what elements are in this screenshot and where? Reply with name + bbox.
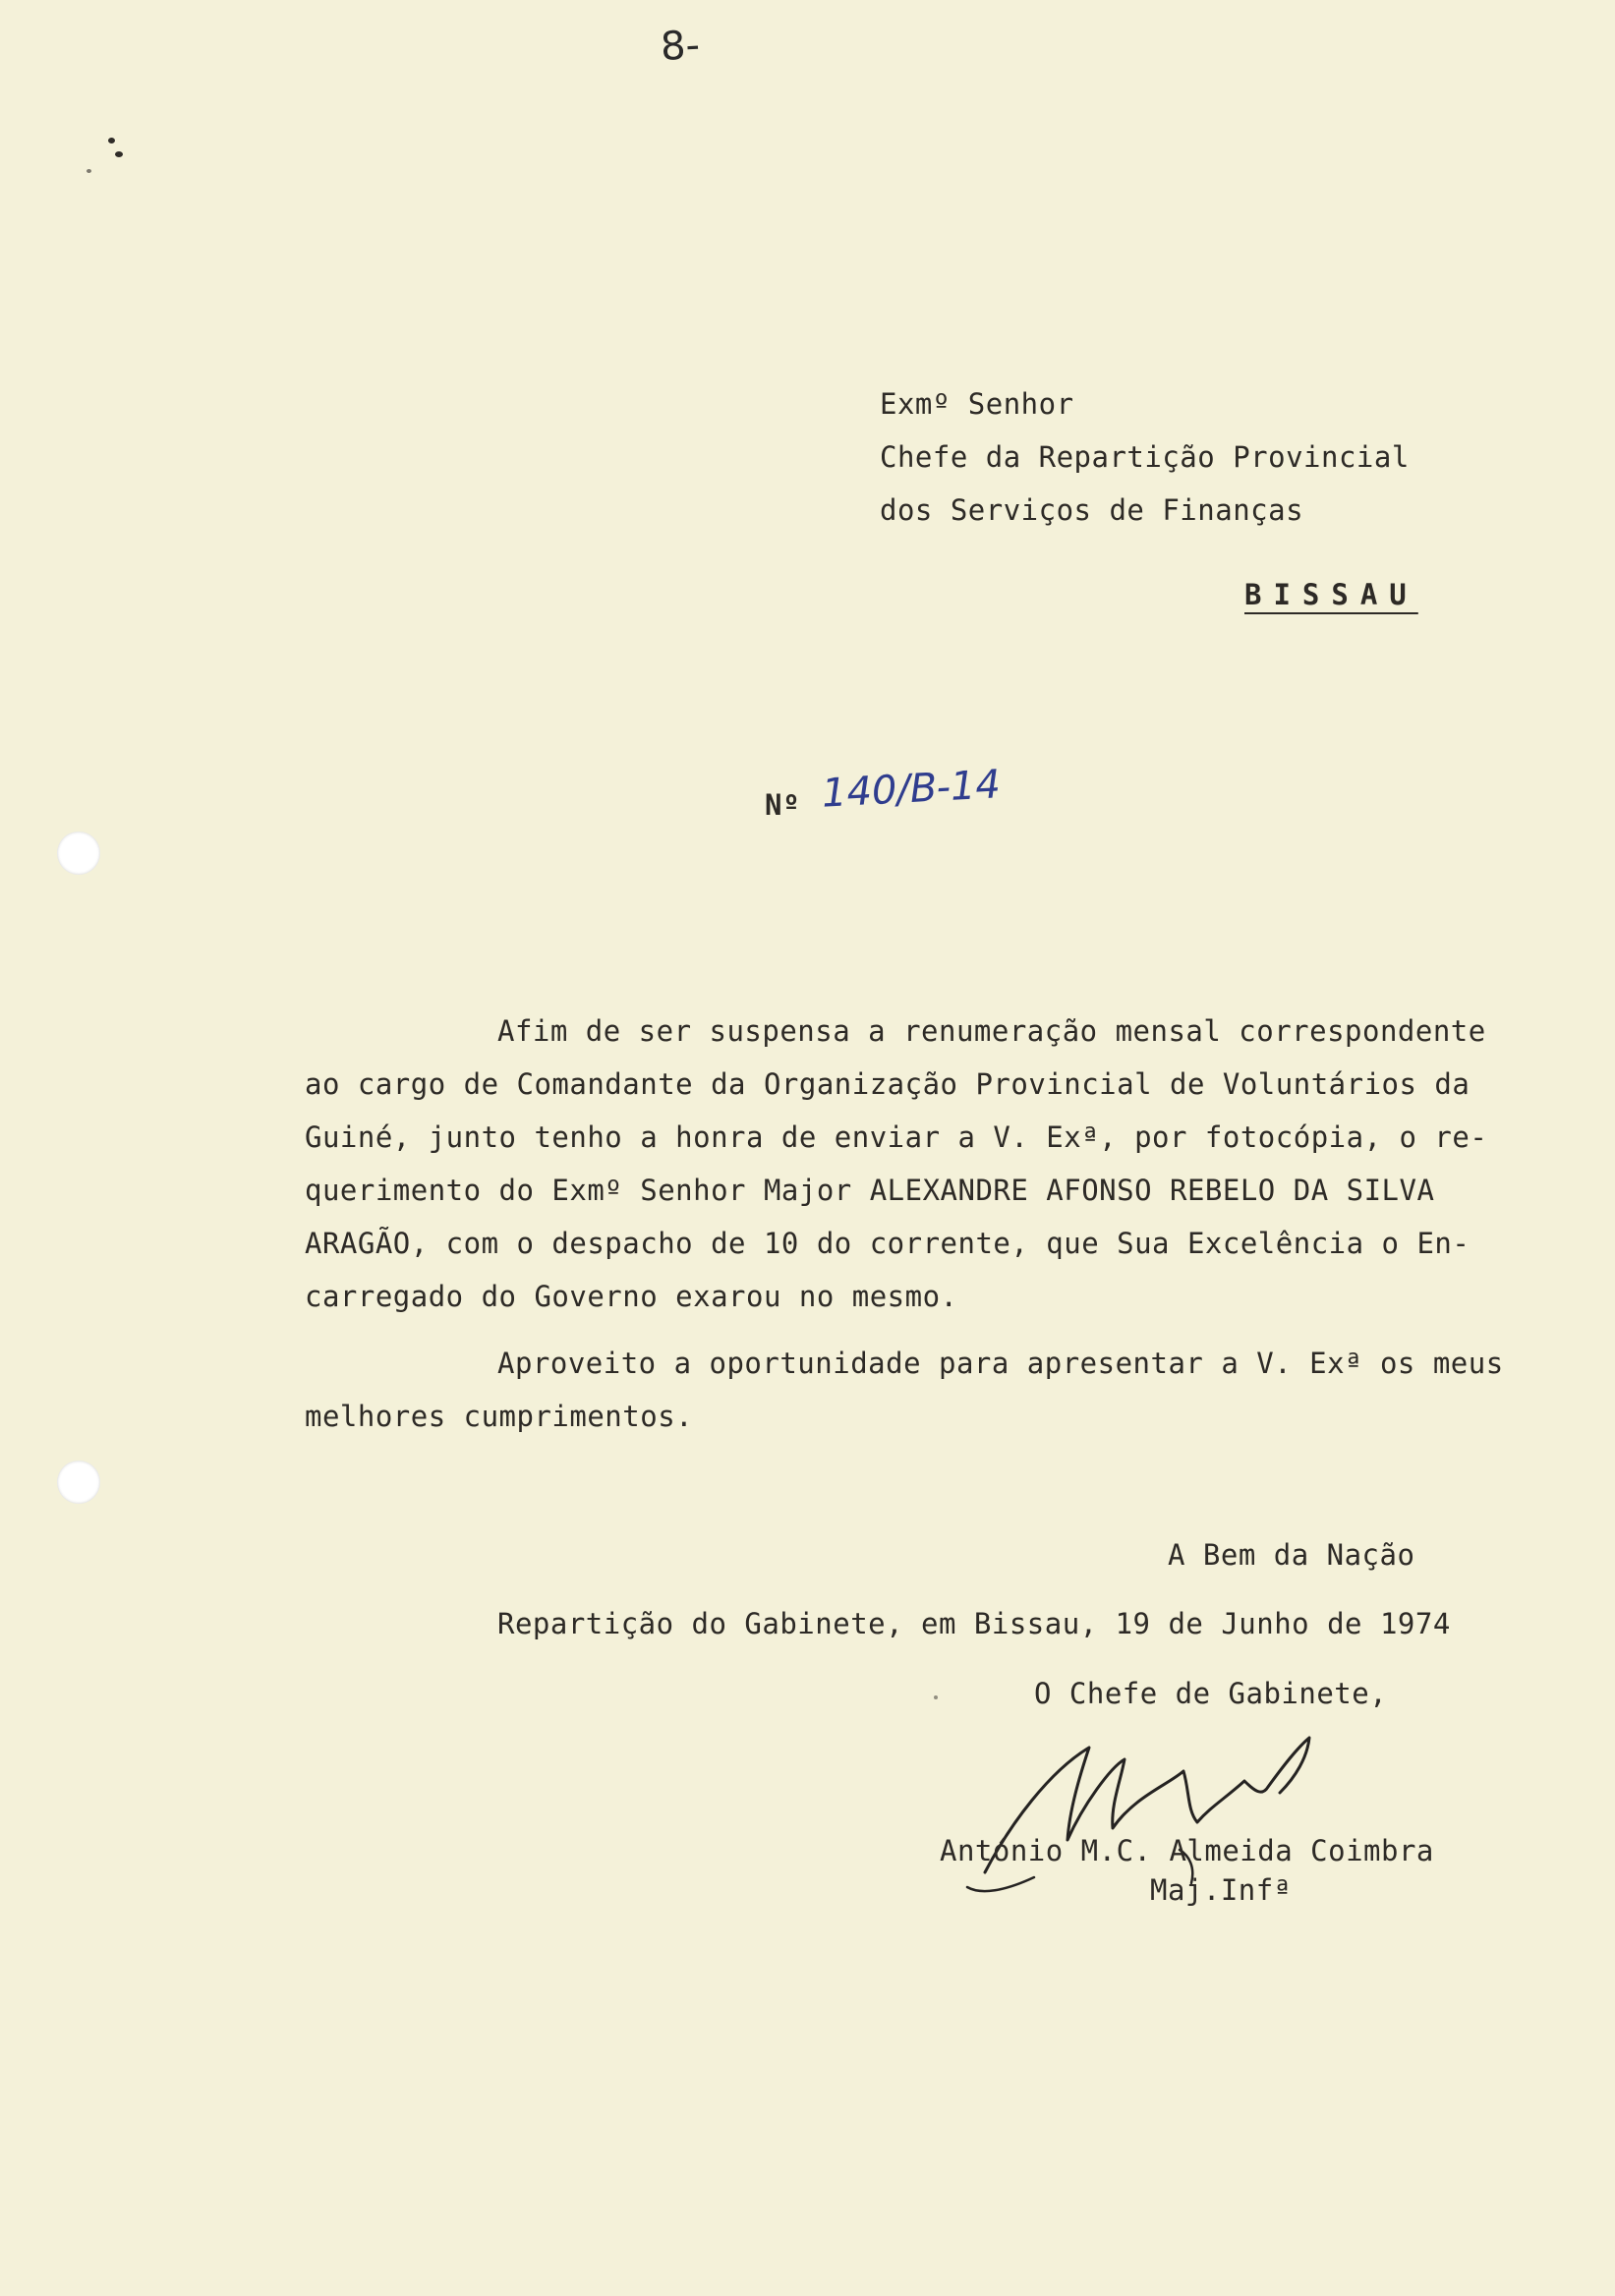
body-line: querimento do Exmº Senhor Major ALEXANDRE AFONSO REBELO DA SILVA <box>305 1174 1435 1207</box>
address-line-3: dos Serviços de Finanças <box>880 493 1304 527</box>
body-line: ao cargo de Comandante da Organização Provincial de Voluntários da <box>305 1067 1471 1101</box>
body-line: Guiné, junto tenho a honra de enviar a V. Exª, por fotocópia, o re- <box>305 1120 1488 1154</box>
reference-label: Nº <box>765 788 800 822</box>
place-and-date: Repartição do Gabinete, em Bissau, 19 de Junho de 1974 <box>497 1607 1451 1640</box>
ink-mark <box>934 1695 938 1699</box>
body-paragraph-1 <box>305 1004 1487 1323</box>
body-line: ARAGÃO, com o despacho de 10 do corrente, que Sua Excelência o En- <box>305 1227 1471 1260</box>
body-paragraph-2 <box>305 1337 1504 1443</box>
ink-mark <box>108 138 115 144</box>
recipient-city: BISSAU <box>1244 578 1418 611</box>
body-line: Afim de ser suspensa a renumeração mensal correspondente <box>497 1014 1486 1048</box>
page-number: 8- <box>659 22 702 71</box>
address-line-2: Chefe da Repartição Provincial <box>880 440 1410 474</box>
signer-name: António M.C. Almeida Coimbra <box>940 1834 1434 1867</box>
ink-mark <box>87 169 91 173</box>
signer-rank: Maj.Infª <box>1150 1873 1292 1907</box>
body-line: Aproveito a oportunidade para apresentar a V. Exª os meus <box>497 1347 1504 1380</box>
punch-hole <box>57 1461 100 1504</box>
closing-salutation: A Bem da Nação <box>1168 1538 1415 1572</box>
signer-title: O Chefe de Gabinete, <box>1034 1677 1388 1710</box>
punch-hole <box>57 832 100 875</box>
address-line-1: Exmº Senhor <box>880 387 1074 421</box>
body-line: carregado do Governo exarou no mesmo. <box>305 1280 958 1313</box>
body-line: melhores cumprimentos. <box>305 1400 694 1433</box>
reference-number: 140/B-14 <box>820 762 1002 817</box>
recipient-address <box>880 377 1410 537</box>
ink-mark <box>115 151 123 157</box>
